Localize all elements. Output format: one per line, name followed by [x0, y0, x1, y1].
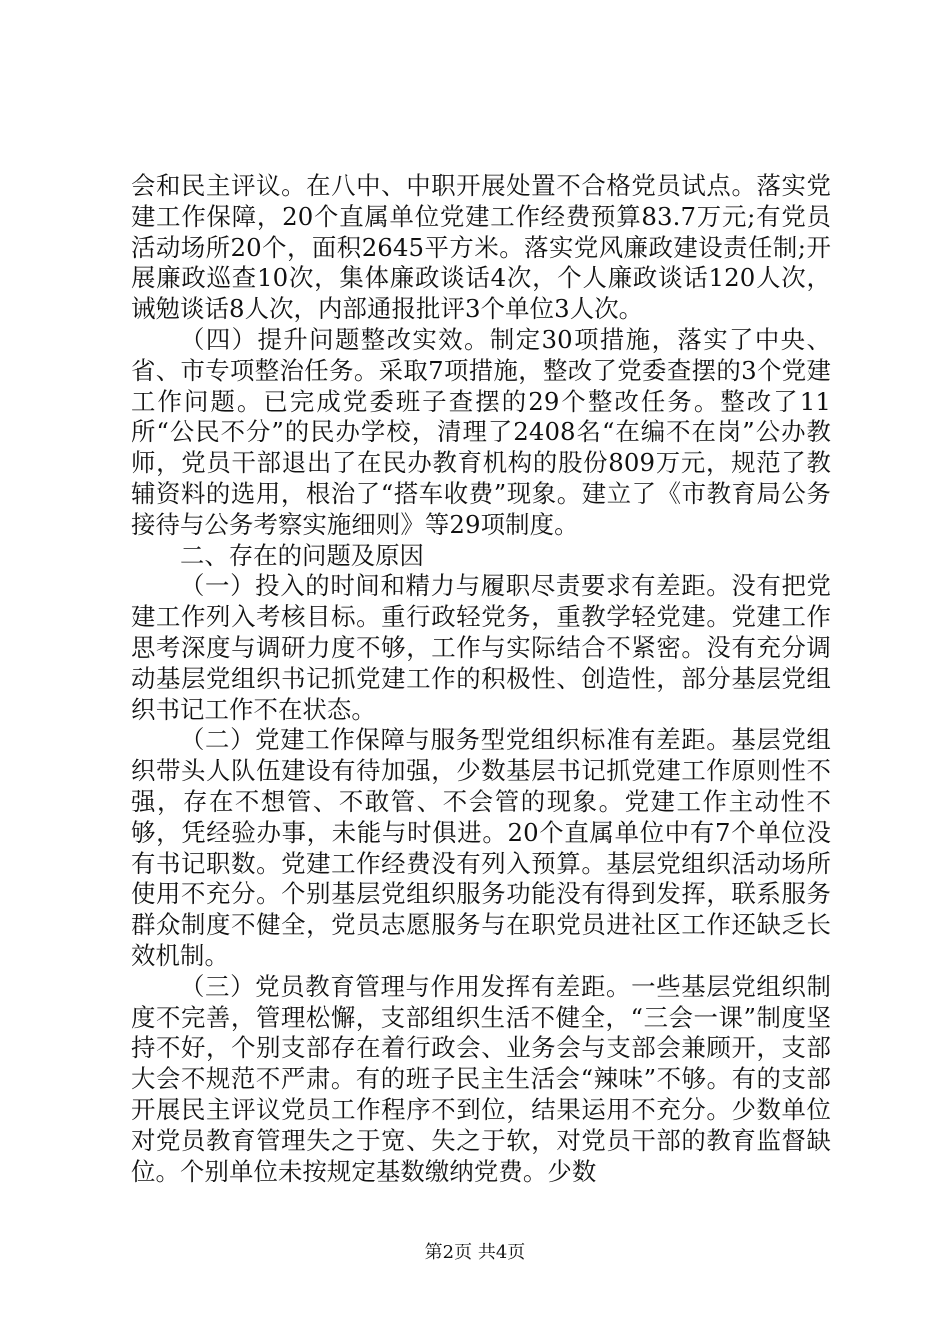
paragraph-problem-one: （一）投入的时间和精力与履职尽责要求有差距。没有把党建工作列入考核目标。重行政轻党务，重教学轻党建。党建工作思考深度与调研力度不够，工作与实际结合不紧密。没有充分调动基层党组织书记抓党建工作的积极性、创造性，部分基层党组织书记工作不在状态。	[131, 571, 831, 724]
document-body	[131, 171, 831, 1187]
paragraph-section-four: （四）提升问题整改实效。制定30项措施，落实了中央、省、市专项整治任务。采取7项措施，整改了党委查摆的3个党建工作问题。已完成党委班子查摆的29个整改任务。整改了11所“公民不分”的民办学校，清理了2408名“在编不在岗”公办教师，党员干部退出了在民办教育机构的股份809万元，规范了教辅资料的选用，根治了“搭车收费”现象。建立了《市教育局公务接待与公务考察实施细则》等29项制度。	[131, 324, 831, 539]
paragraph-continuation: 会和民主评议。在八中、中职开展处置不合格党员试点。落实党建工作保障，20个直属单位党建工作经费预算83.7万元;有党员活动场所20个，面积2645平方米。落实党风廉政建设责任制;开展廉政巡查10次，集体廉政谈话4次，个人廉政谈话120人次，诫勉谈话8人次，内部通报批评3个单位3人次。	[131, 171, 831, 324]
section-heading-problems: 二、存在的问题及原因	[180, 540, 424, 570]
page-number-footer: 第2页 共4页	[424, 1242, 526, 1263]
paragraph-problem-three: （三）党员教育管理与作用发挥有差距。一些基层党组织制度不完善，管理松懈，支部组织生活不健全，“三会一课”制度坚持不好，个别支部存在着行政会、业务会与支部会兼顾开，支部大会不规范不严肃。有的班子民主生活会“辣味”不够。有的支部开展民主评议党员工作程序不到位，结果运用不充分。少数单位对党员教育管理失之于宽、失之于软，对党员干部的教育监督缺位。个别单位未按规定基数缴纳党费。少数	[131, 971, 831, 1186]
paragraph-problem-two: （二）党建工作保障与服务型党组织标准有差距。基层党组织带头人队伍建设有待加强，少数基层书记抓党建工作原则性不强，存在不想管、不敢管、不会管的现象。党建工作主动性不够，凭经验办事，未能与时俱进。20个直属单位中有7个单位没有书记职数。党建工作经费没有列入预算。基层党组织活动场所使用不充分。个别基层党组织服务功能没有得到发挥，联系服务群众制度不健全，党员志愿服务与在职党员进社区工作还缺乏长效机制。	[131, 725, 831, 970]
